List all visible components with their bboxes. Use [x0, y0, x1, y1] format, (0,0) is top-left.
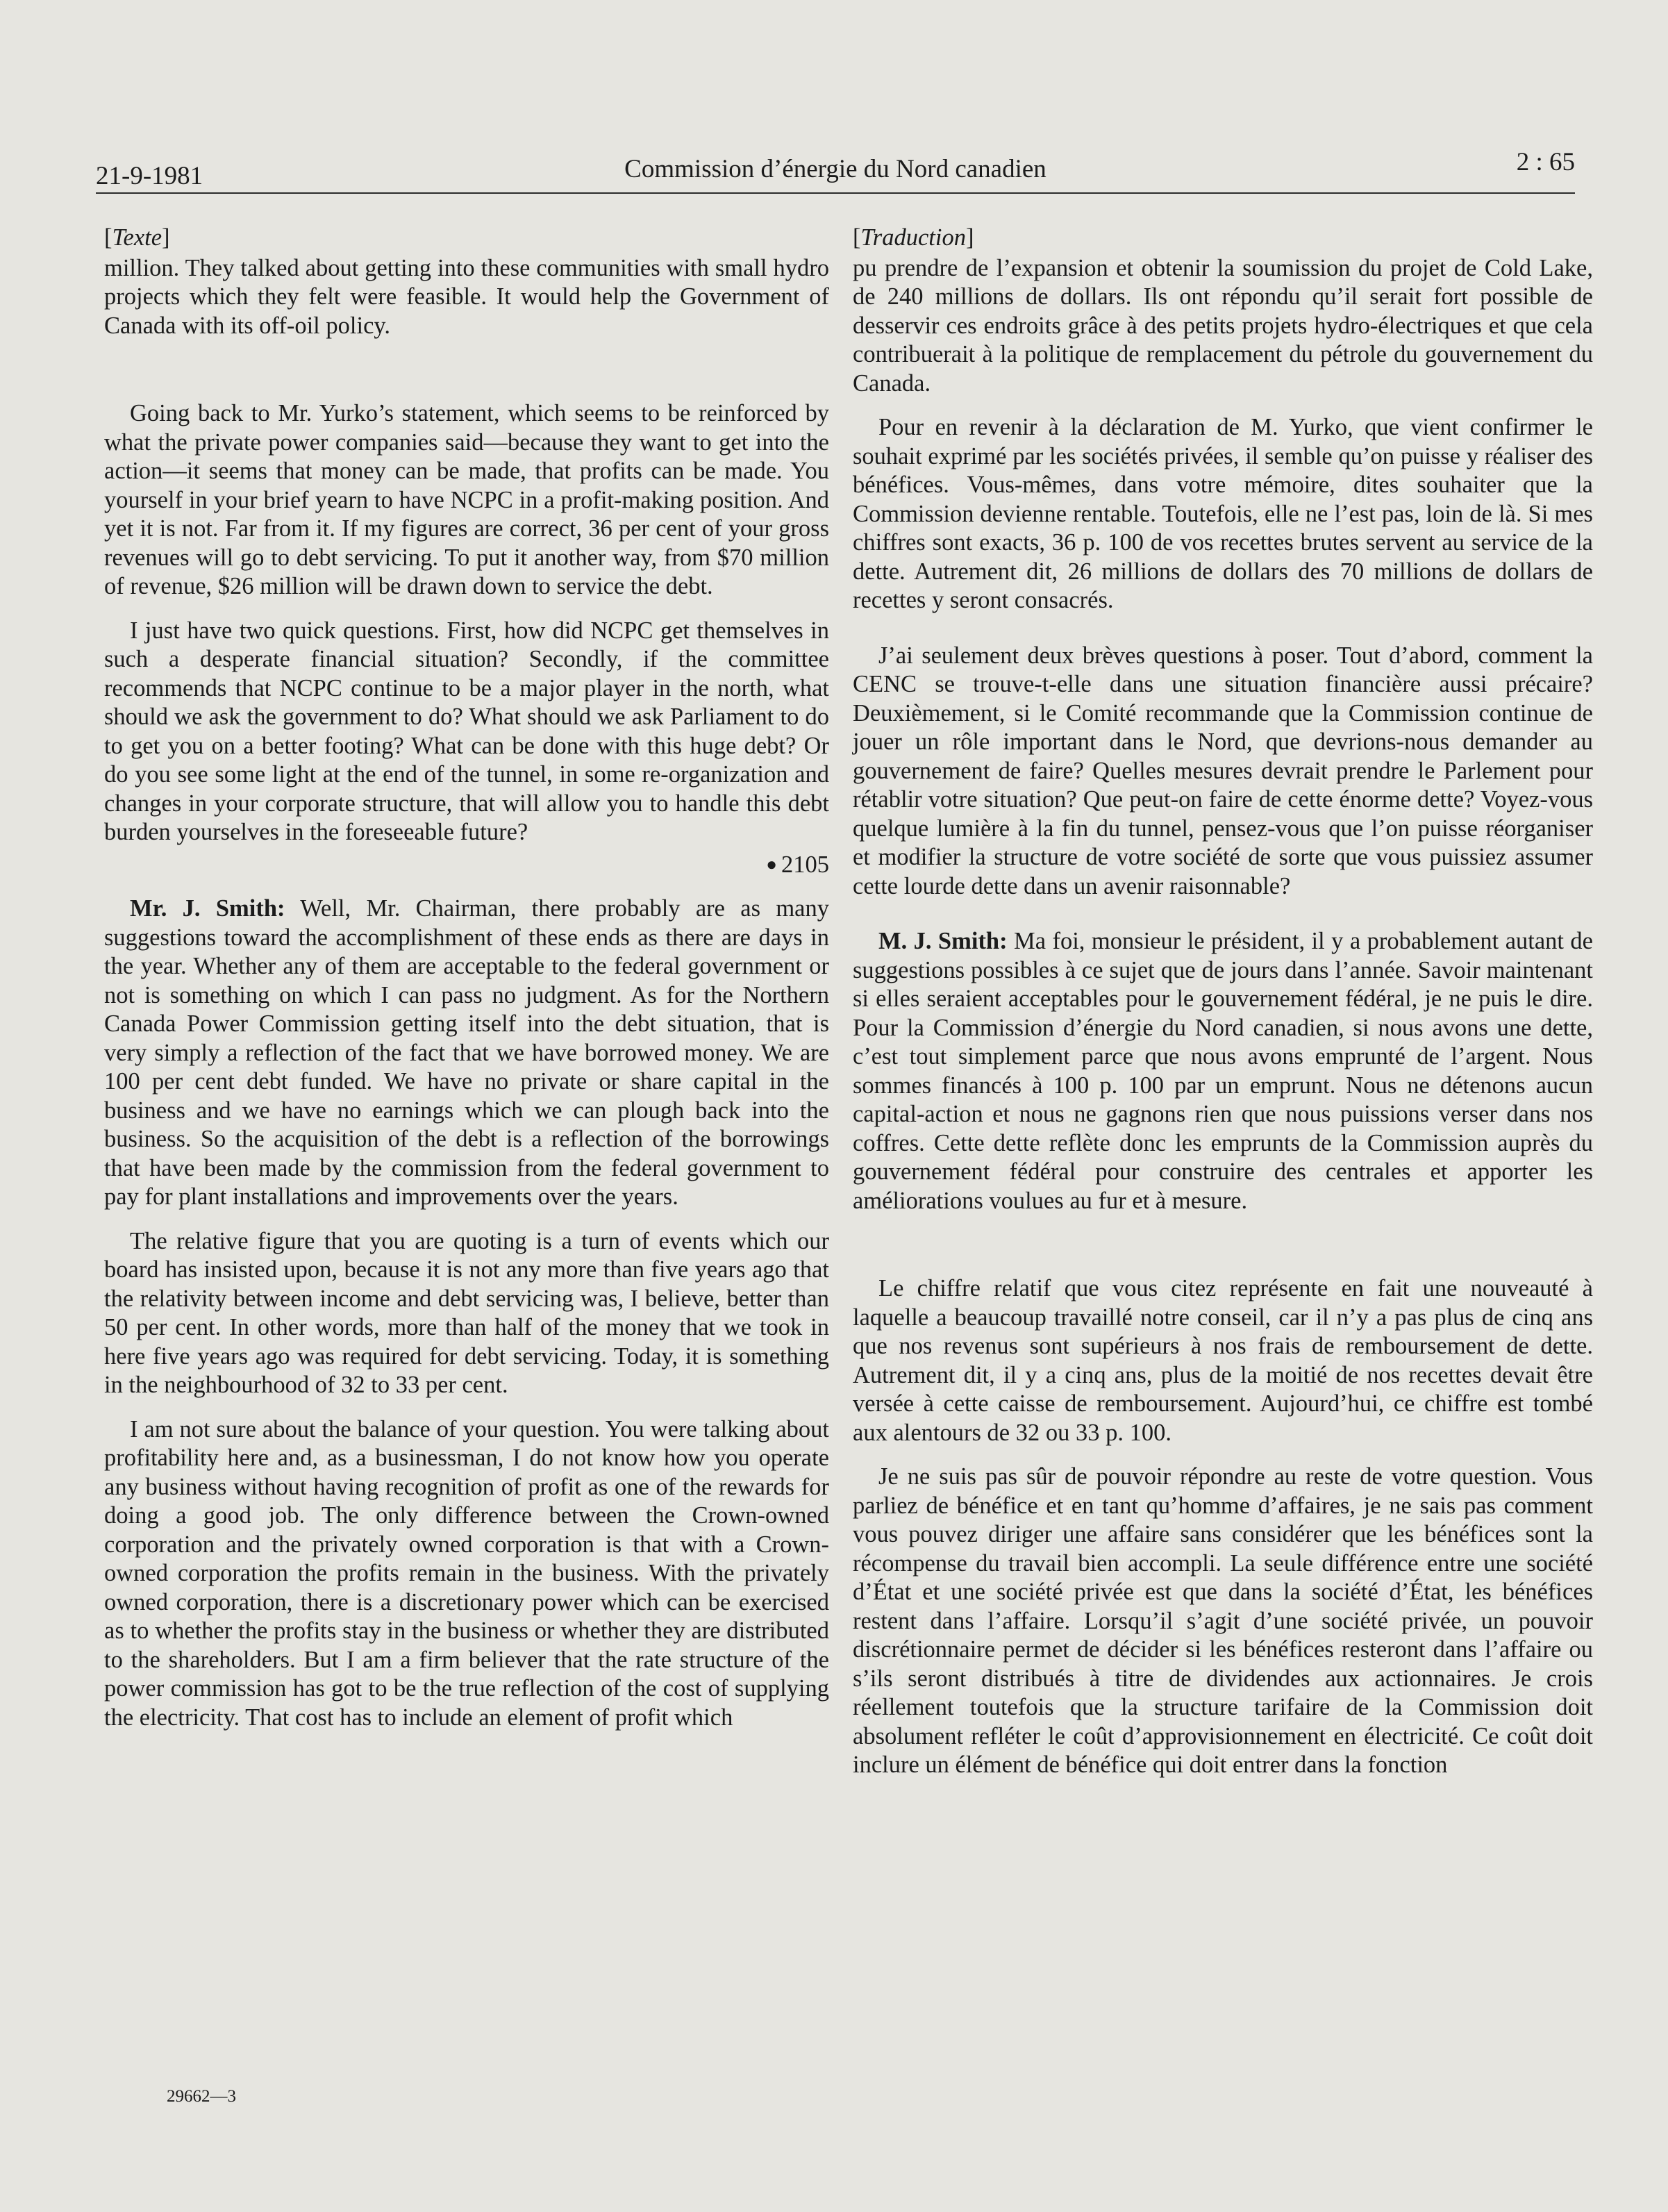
paragraph: Going back to Mr. Yurko’s statement, which seems to be reinforced by what the private power companies said—because they want to get into the action—it seems that money can be made, that profits can be made. You yourself in your brief yearn to have NCPC in a profit-making position. And yet it is not. Far from it. If my figures are correct, 36 per cent of your gross revenues will go to debt servicing. To put it another way, from $70 million of revenue, $26 million will be drawn down to service the debt. [104, 400, 829, 599]
paragraph: M. J. Smith: Ma foi, monsieur le président, il y a probablement autant de suggestions possibles à ce sujet que de jours dans l’année. Savoir maintenant si elles seraient acceptables pour le gouvernement fédéral, je ne puis le dire. Pour la Commission d’énergie du Nord canadien, si nous avons une dette, c’est tout simplement parce que nous avons emprunté de l’argent. Nous sommes financés à 100 p. 100 par un emprunt. Nous ne détenons aucun capital-action et nous ne gagnons rien que nous puissions verser dans nos coffres. Cette dette reflète donc les emprunts de la Commission auprès du gouvernement fédéral pour construire des centrales et apporter les améliorations voulues au fur et à mesure. [853, 928, 1593, 1214]
column-label-traduction: [Traduction] [853, 224, 974, 251]
paragraph: pu prendre de l’expansion et obtenir la soumission du projet de Cold Lake, de 240 millions de dollars. Ils ont répondu qu’il serait fort possible de desservir ces endroits grâce à des petits projets hydro-électriques et que cela contribuerait à la politique de remplacement du pétrole du gouvernement du Canada. [853, 254, 1593, 397]
header-page-number: 2 : 65 [1516, 148, 1575, 176]
time-marker: ● 2105 [766, 851, 829, 878]
french-column [853, 224, 1593, 1780]
footer-code: 29662—3 [167, 2087, 236, 2106]
paragraph: J’ai seulement deux brèves questions à poser. Tout d’abord, comment la CENC se trouve-t-elle dans une situation financière aussi précaire? Deuxièmement, si le Comité recommande que la Commission continue de jouer un rôle important dans le Nord, que devrions-nous demander au gouvernement de faire? Quelles mesures devrait prendre le Parlement pour rétablir votre situation? Que peut-on faire de cette énorme dette? Voyez-vous quelque lumière à la fin du tunnel, pensez-vous que l’on puisse réorganiser et modifier la structure de votre société de sorte que vous puissiez assumer cette lourde dette dans un avenir raisonnable? [853, 642, 1593, 899]
paragraph: I just have two quick questions. First, how did NCPC get themselves in such a desperate financial situation? Secondly, if the committee recommends that NCPC continue to be a major player in the north, what should we ask the government to do? What should we ask Parliament to do to get you on a better footing? What can be done with this huge debt? Or do you see some light at the end of the tunnel, in some re-organization and changes in your corporate structure, that will allow you to handle this debt burden yourselves in the foreseeable future? [104, 617, 829, 845]
column-label-texte: [Texte] [104, 224, 170, 251]
paragraph: Le chiffre relatif que vous citez représente en fait une nouveauté à laquelle a beaucoup travaillé notre conseil, car il n’y a pas plus de cinq ans que nos revenus sont supérieurs à nos frais de remboursement de dette. Autrement dit, il y a cinq ans, plus de la moitié de nos recettes devait être versée à cette caisse de remboursement. Aujourd’hui, ce chiffre est tombé aux alentours de 32 ou 33 p. 100. [853, 1275, 1593, 1446]
paragraph: Mr. J. Smith: Well, Mr. Chairman, there probably are as many suggestions toward the accomplishment of these ends as there are days in the year. Whether any of them are acceptable to the federal government or not is something on which I can pass no judgment. As for the Northern Canada Power Commission getting itself into the debt situation, that is very simply a reflection of the fact that we have borrowed money. We are 100 per cent debt funded. We have no private or share capital in the business and we have no earnings which we can plough back into the business. So the acquisition of the debt is a reflection of the borrowings that have been made by the commission from the federal government to pay for plant installations and improvements over the years. [104, 895, 829, 1210]
page-header [96, 147, 1575, 189]
header-date: 21-9-1981 [96, 162, 203, 190]
paragraph: I am not sure about the balance of your question. You were talking about profitability here and, as a businessman, I do not know how you operate any business without having recognition of profit as one of the rewards for doing a good job. The only difference between the Crown-owned corporation and the privately owned corporation is that with a Crown-owned corporation the profits remain in the business. With the privately owned corporation, there is a discretionary power which can be exercised as to whether the profits stay in the business or whether they are distributed to the shareholders. But I am a firm believer that the rate structure of the power commission has got to be the true reflection of the cost of supplying the electricity. That cost has to include an element of profit which [104, 1415, 829, 1731]
header-title: Commission d’énergie du Nord canadien [624, 155, 1046, 183]
speaker-name: Mr. J. Smith: [130, 895, 285, 922]
speaker-name: M. J. Smith: [878, 928, 1008, 954]
english-column [104, 224, 829, 1732]
paragraph: The relative figure that you are quoting is a turn of events which our board has insisted upon, because it is not any more than five years ago that the relativity between income and debt servicing was, I believe, better than 50 per cent. In other words, more than half of the money that we took in here five years ago was required for debt servicing. Today, it is something in the neighbourhood of 32 to 33 per cent. [104, 1227, 829, 1398]
header-rule [96, 192, 1575, 194]
paragraph: million. They talked about getting into these communities with small hydro projects which they felt were feasible. It would help the Government of Canada with its off-oil policy. [104, 254, 829, 339]
paragraph: Je ne suis pas sûr de pouvoir répondre au reste de votre question. Vous parliez de bénéfice et en tant qu’homme d’affaires, je ne sais pas comment vous pouvez diriger une affaire sans considérer que les bénéfices sont la récompense du travail bien accompli. La seule différence entre une société d’État et une société privée est que dans la société d’État, les bénéfices restent dans l’affaire. Lorsqu’il s’agit d’une société privée, un pouvoir discrétionnaire permet de décider si les bénéfices resteront dans l’affaire ou s’ils seront distribués à titre de dividendes aux actionnaires. Je crois réellement toutefois que la structure tarifaire de la Commission doit absolument refléter le coût d’approvisionnement en électricité. Ce coût doit inclure un élément de bénéfice qui doit entrer dans la fonction [853, 1463, 1593, 1778]
paragraph: Pour en revenir à la déclaration de M. Yurko, que vient confirmer le souhait exprimé par les sociétés privées, il semble qu’on puisse y réaliser des bénéfices. Vous-mêmes, dans votre mémoire, dites souhaiter que la Commission devienne rentable. Toutefois, elle ne l’est pas, loin de là. Si mes chiffres sont exacts, 36 p. 100 de vos recettes brutes servent au service de la dette. Autrement dit, 26 millions de dollars des 70 millions de dollars de recettes y seront consacrés. [853, 414, 1593, 613]
